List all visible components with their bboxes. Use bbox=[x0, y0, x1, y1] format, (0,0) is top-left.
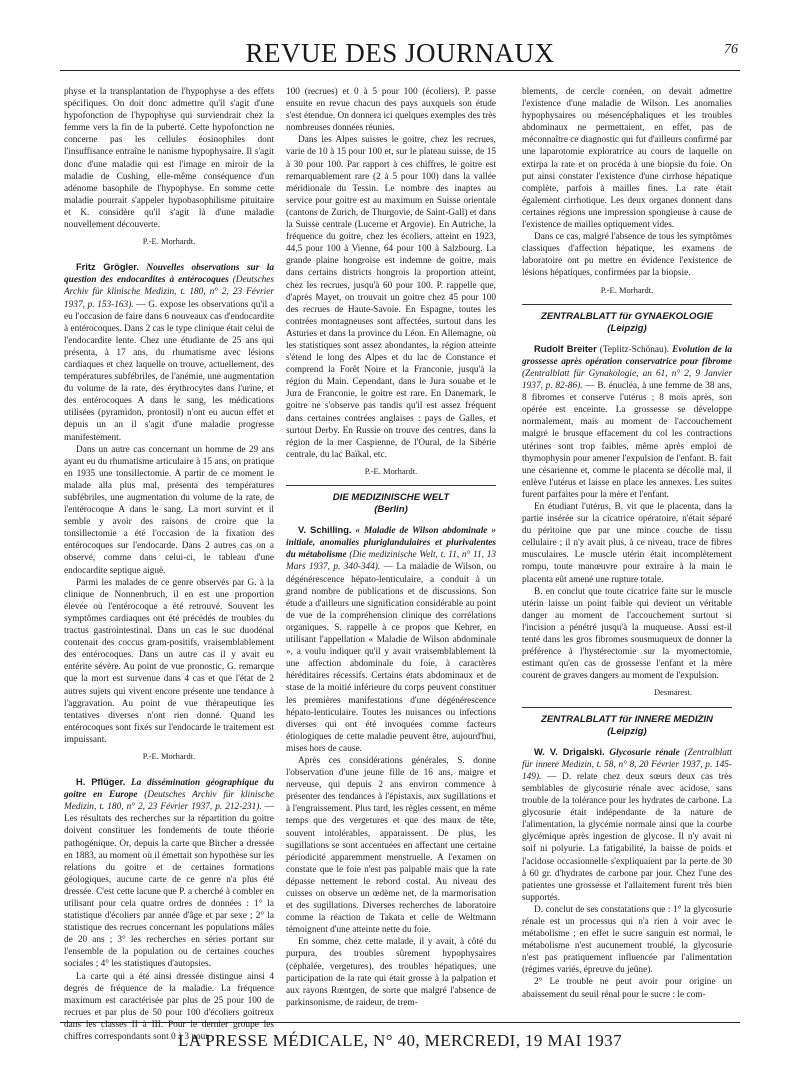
signature: P.-E. Morhardt. bbox=[600, 284, 654, 295]
article-drigalski bbox=[522, 746, 732, 904]
article-reference: (Zentralblatt für Gynakologie, an 61, n° 2, 9 Janvier 1937, p. 82-86). bbox=[522, 368, 732, 392]
paragraph: D. conclut de ses constatations que : 1° la glycosurie rénale est un processus qui n'a rien à voir avec le métabolisme ; en effet le sucre sanguin est normal, le métabolisme n'est aucunement troublé, la glycosurie n'est pas pratiquement influencée par l'alimentation (régimes variés, épreuve du jeûne). bbox=[522, 904, 732, 976]
paragraph: blements, de cercle cornéen, on devait admettre l'existence d'une maladie de Wilson. Les anomalies hypophysaires ou mésencéphaliques et les troubles abdominaux ne permettaient, en effet, pas de méconnaître ce diagnostic qui fut d'ailleurs confirmé par une laparotomie exploratrice au cours de laquelle on extirpa la rate et on procéda à une biopsie du foie. On put ainsi constater l'existence d'une cirrhose hépatique complète, parfois à mailles fines. La rate était également cirrhotique. Les deux organes donnent dans certaines régions une impression spongieuse à cause de l'existence de mailles optiquement vides. bbox=[522, 87, 733, 231]
journal-title: REVUE DES JOURNAUX bbox=[245, 38, 555, 68]
column-1 bbox=[64, 86, 275, 1043]
paragraph: Dans ce cas, malgré l'absence de tous les symptômes classiques d'affection hépatique, les examens de laboratoire ont pu mettre en évidence l'existence de lésions hépatiques, confirmées par la biopsie. bbox=[522, 232, 732, 279]
paragraph: Dans un autre cas concernant un homme de 29 ans ayant eu du rhumatisme articulaire à 15 ans, on pratique en 1935 une tonsillectomie. A partir de ce moment le malade alla plus mal, présenta des températures subfébriles, une augmentation du volume de la rate, de l'entérocoque A dans le sang. La mort survint et il semble y avoir des raisons de croire que la tonsillectomie a été l'occasion de la fixation des entérocoques sur l'endocarde. Dans 2 autres cas on a observé, comme dans celui-ci, le tableau d'une endocardite septique aiguë. bbox=[64, 444, 274, 576]
paragraph: physe et la transplantation de l'hypophyse a des effets spécifiques. On doit donc admettre qu'il s'agit d'une hypofonction de l'hypophyse qui surviendrait chez la femme vers la fin de la puberté. Cette hypofonction ne concerne pas les cellules éosinophiles dont l'insuffisance entraîne le nanisme hypophysaire. Il s'agit donc d'une maladie qui est l'image en miroir de la maladie de Cushing, elle-même conséquence d'un adénome basophile de l'hypophyse. En somme cette maladie pourrait s'appeler hypobasophilisme pituitaire et K. considère qu'il s'agit là d'une maladie nouvellement découverte. bbox=[64, 87, 274, 231]
section-title: ZENTRALBLATT für GYNAEKOLOGIE bbox=[541, 310, 713, 322]
article-breiter bbox=[522, 343, 732, 501]
paragraph: — D. relate chez deux sœurs deux cas très semblables de glycosurie rénale avec acidose, sans trouble de la tolérance pour les hydrates de carbone. La glycosurie était indépendante de la nature de l'alimentation, la glycémie normale ainsi que la courbe glycémique après ingestion de glycose. Il n'y avait ni soif ni polyurie. La fatigabilité, la baisse de poids et l'acidose occasionnelle s'expliquaient par la perte de 30 à 60 gr. d'hydrates de carbone par jour. Chez l'une des patientes une grossesse et l'allaitement furent très bien supportés. bbox=[522, 771, 733, 903]
article-reference: (Die medizinische Welt, t. 11, n° 11, 13 Mars 1937, p. 340-344). bbox=[286, 550, 496, 573]
paragraph: 100 (recrues) et 0 à 5 pour 100 (écoliers). P. passe ensuite en revue chacun des pays auxquels son étude s'est étendue. On donnera ici quelques exemples des très nombreuses données réunies. bbox=[286, 87, 497, 134]
column-2 bbox=[286, 86, 496, 1011]
section-city: (Leipzig) bbox=[607, 725, 647, 737]
article-author: H. Pflüger. bbox=[76, 777, 126, 788]
paragraph: En étudiant l'utérus, B. vit que le placenta, dans la partie insérée sur la cicatrice opératoire, n'était séparé du péritoine que par une mince couche de tissu cellulaire ; il n'y avait plus, à ce niveau, trace de fibres musculaires. Le muscle utérin était incomplètement rompu, toute manœuvre pour extraire à la main le placenta eût amené une rupture totale. bbox=[522, 502, 732, 585]
paragraph: B. en conclut que toute cicatrice faite sur le muscle utérin laisse un point faible qui devient un véritable danger au moment de l'accouchement surtout si l'incision a pénétré jusqu'à la muqueuse. Aussi est-il tenté dans les gros fibromes sousmuqueux de donner la préférence à l'hystérectomie sur la myomectomie, estimant qu'en cas de grossesse l'enfant et la mère courent de graves dangers au moment de l'expulsion. bbox=[522, 586, 732, 682]
article-title: « Maladie de Wilson abdominale » initiale, anomalies pluriglandulaires et plurivalentes du métabolisme bbox=[286, 526, 497, 561]
paragraph: La carte qui a été ainsi dressée distingue ainsi 4 degrés de fréquence de la maladie. La fréquence maximum est caractérisée par plus de 25 pour 100 de recrues et par plus de 50 pour 100 d'écoliers goitreux dans les classes II à III. Pour le dernier groupe les chiffres correspondants sont 0 à 3 pour bbox=[64, 971, 274, 1043]
article-title: La dissémination géographique du goitre en Europe bbox=[64, 778, 274, 801]
section-title: ZENTRALBLATT für INNERE MEDIZIN bbox=[541, 713, 713, 725]
section-divider bbox=[522, 707, 732, 708]
section-city: (Leipzig) bbox=[607, 322, 647, 334]
article-title: Nouvelles observations sur la question des endocardites à entérocoques bbox=[64, 263, 274, 286]
article-title: Evolution de la grossesse après opération conservatrice pour fibrome bbox=[522, 344, 732, 367]
paragraph: 2° Le trouble ne peut avoir pour origine un abaissement du seuil rénal pour le sucre : le com- bbox=[522, 977, 732, 1000]
article-author: V. Schilling. bbox=[298, 525, 352, 536]
paragraph: — Les résultats des recherches sur la répartition du goitre doivent constituer les fondements de toute théorie pathogénique. Or, depuis la carte que Bircher a dressée en 1883, au moment où il émettait son hypothèse sur les relations du goitre et de certaines formations géologiques, aucune carte de ce genre n'a plus été dressée. C'est cette lacune que P. a cherché à combler en utilisant pour cela quatre ordres de données : 1° la statistique d'écoliers par année d'âge et par sexe ; 2° la statistique des recrues concernant les populations mâles de 20 ans ; 3° les recherches en séries portant sur l'ensemble de la population ou de certaines couches sociales ; 4° les statistiques d'autopsies. bbox=[64, 802, 274, 970]
page-header bbox=[60, 32, 740, 71]
article-author: W. V. Drigalski. bbox=[534, 746, 605, 757]
article-grogler bbox=[64, 261, 274, 443]
paragraph: Parmi les malades de ce genre observés par G. à la clinique de Nonnenbruch, il en est une proportion élevée où l'entérocoque a été retrouvé. Souvent les symptômes cardiaques ont été précédés de troubles du tractus gastrointestinal. Dans un cas le suc duodénal contenait des coccus gram-positifs, vraisemblablement des entérocoques. Dans un autre cas il y avait eu entérite sévère. Au point de vue pronostic, G. remarque que la mort est survenue dans 4 cas et que l'état de 2 autres sujets qui vivent encore présente une tendance à l'aggravation. Au point de vue thérapeutique les tentatives diverses n'ont rien donné. Quand les entérocoques sont fixés sur l'endocarde le traitement est impuissant. bbox=[64, 577, 274, 745]
section-city: (Berlin) bbox=[374, 504, 408, 516]
section-title: DIE MEDIZINISCHE WELT bbox=[332, 492, 450, 503]
article-pfluger bbox=[64, 776, 274, 971]
page-footer: LA PRESSE MÉDICALE, N° 40, MERCREDI, 19 MAI 1937 bbox=[60, 1022, 740, 1051]
article-author: Fritz Grögler. bbox=[76, 262, 139, 273]
section-divider bbox=[522, 304, 732, 305]
column-3 bbox=[522, 86, 732, 1011]
article-reference: (Deutsches Archiv für klinische Medizin, t. 180, n° 2, 23 Février 1937, p. 212-231). bbox=[64, 790, 274, 813]
article-reference: (Zentralblatt für innere Medizin, t. 58, n° 8, 20 Février 1937, p. 145-149). bbox=[522, 747, 733, 782]
paragraph: — B. énucléa, à une femme de 38 ans, 8 fibromes et conserve l'utérus ; 8 mois après, son opérée est enceinte. La grossesse se développe normalement, mais au moment de l'accouchement malgré le brusque effacement du col les contractions utérines sont trop faibles, même après emploi de thymophysin pour amener l'expulsion de l'enfant. B. fait une césarienne et, comme le placenta se décolle mal, il enlève l'utérus et laisse en place les annexes. Les suites furent parfaites pour la mère et l'enfant. bbox=[522, 381, 732, 500]
paragraph: — La maladie de Wilson, ou dégénérescence hépato-lenticulaire, a conduit à un grand nombre de publications et de discussions. Son étude a d'ailleurs une signification considérable au point de vue de la compréhension clinique des corrélations organiques. S. rappelle à ce propos que Kehrer, en utilisant l'appellation « Maladie de Wilson abdominale », a voulu indiquer qu'il y avait vraisemblablement là une affection abdominale du foie, à caractères héréditaires récessifs. Certains états abdominaux et de stase de la moitié inférieure du corps peuvent constituer les premières manifestations d'une dégénérescence hépato-lenticulaire. Toutes les nuisances ou infections diverses qui ont été invoquées comme facteurs étiologiques de cette maladie peuvent être, aujourd'hui, mises hors de cause. bbox=[286, 562, 496, 754]
article-title: Glycosurie rénale bbox=[609, 747, 680, 758]
article-author: Rudolf Breiter bbox=[534, 343, 597, 354]
paragraph: En somme, chez cette malade, il y avait, à côté du purpura, des troubles sûrement hypophysaires (céphalée, vergetures), des troubles hépatiques, une participation de la rate qui était grosse à la palpation et aux rayons Rœntgen, de sorte que malgré l'absence de parkinsonisme, de raideur, de trem- bbox=[286, 937, 496, 1008]
page-number: 76 bbox=[724, 42, 738, 57]
signature: Desmarest. bbox=[653, 687, 692, 698]
article-reference: (Deutsches Archiv für klinische Medizin, t. 180, n° 2, 23 Février 1937, p. 153-163). bbox=[64, 275, 275, 310]
signature: P.-E. Morhardt. bbox=[142, 236, 196, 247]
section-divider bbox=[286, 485, 496, 486]
signature: P.-E. Morhardt. bbox=[364, 465, 418, 476]
paragraph: Après ces considérations générales, S. donne l'observation d'une jeune fille de 16 ans, maigre et nerveuse, qui depuis 2 ans environ commence à présenter des tendances à l'épistaxis, aux sugillations et à l'engraissement. Plus tard, les règles cessent, en même temps que des vergetures et que des maux de tête, souvent intolérables, apparaissent. De plus, les sugillations se sont accentuées en affectant une certaine périodicité apparemment menstruelle. A l'examen on constate que le foie n'est pas palpable mais que la rate dépasse nettement le rebord costal. Au niveau des cuisses on observe un œdème net, de la marmorisation et des sugillations. Diverses recherches de laboratoire comme la réaction de Takata et celle de Weltmann témoignent d'une atteinte nette du foie. bbox=[286, 755, 496, 936]
article-author-place: (Teplitz-Schönau). bbox=[599, 344, 670, 355]
signature: P.-E. Morhardt. bbox=[142, 750, 196, 761]
paragraph: Dans les Alpes suisses le goitre, chez les recrues, varie de 10 à 15 pour 100 et, sur le plateau suisse, de 15 à 30 pour 100. Par rapport à ces chiffres, le goitre est remarquablement rare (2 à 5 pour 100) dans la vallée méridionale du Tessin. Le nombre des inaptes au service pour goitre est au maximum en Suisse orientale (cantons de Zurich, de Thurgovie, de Saint-Gall) et dans la Suisse centrale (Lucerne et Argovie). En Autriche, la fréquence du goitre, chez les écoliers, atteint en 1923, 44,5 pour 100 à Vienne, 64 pour 100 à Salzbourg. La grande plaine hongroise est indemne de goitre, mais dans certains districts hongrois la proportion atteint, chez les recrues, jusqu'à 60 pour 100. P. rappelle que, d'après Mayet, on trouvait un goitre chez 45 pour 100 des recrues de Haute-Savoie. En Espagne, toutes les contrées montagneuses sont affectées, surtout dans les Asturies et dans la province du Léon. En Allemagne, où les statistiques sont assez abondantes, la région atteinte s'étend le long des Alpes et du lac de Constance et comprend la Forêt Noire et la Franconie, jusqu'à la région du Main. Cependant, dans le Jura souabe et le Jura de Franconie, le goitre est rare. En Danemark, le goitre ne s'observe pas tandis qu'il est assez fréquent dans certaines contrées anglaises : pays de Galles, et surtout Derby. En Russie on trouve des centres, dans la région de la mer Caspienne, de l'Oural, de la Sibérie centrale, du lac Baïkal, etc. bbox=[286, 135, 496, 460]
article-schilling bbox=[286, 524, 496, 755]
paragraph: — G. expose les observations qu'il a eu l'occasion de faire dans 6 nouveaux cas d'endocardite à entérocoques. Dans 2 cas le type clinique était celui de l'endocardite lente. Chez une étudiante de 25 ans qui présenta, à 17 ans, du rhumatisme avec lésions cardiaques et chez laquelle on trouve, actuellement, des températures subfébriles, de l'anémie, une augmentation du volume de la rate, des érythrocytes dans l'urine, et des entérocoques A dans le sang, les médications utilisées (pyramidon, prontosil) n'ont eu aucun effet et depuis un an il s'agit d'une maladie progresse manifestement. bbox=[64, 299, 274, 443]
